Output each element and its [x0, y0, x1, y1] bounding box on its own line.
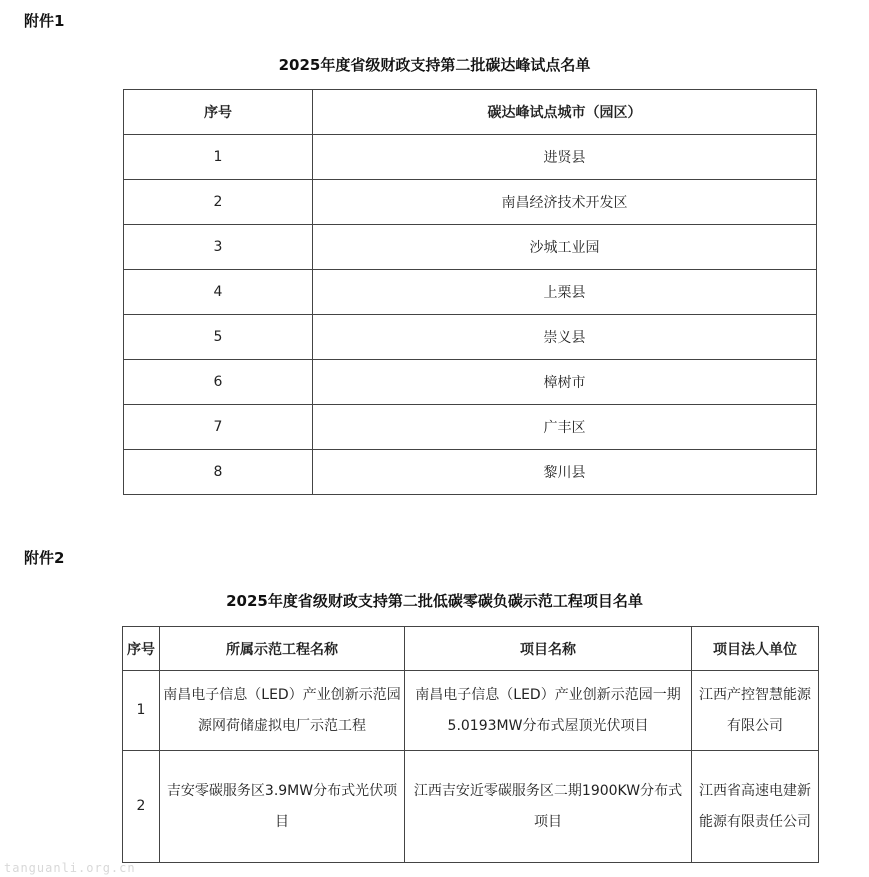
table-row — [124, 225, 817, 270]
row-index: 4 — [124, 270, 313, 315]
table-2-title: 2025年度省级财政支持第二批低碳零碳负碳示范工程项目名单 — [226, 592, 643, 610]
table-row — [123, 671, 819, 751]
row-legal-entity: 江西产控智慧能源有限公司 — [692, 671, 819, 751]
row-pilot-city: 南昌经济技术开发区 — [313, 180, 817, 225]
row-project-name: 南昌电子信息（LED）产业创新示范园一期5.0193MW分布式屋顶光伏项目 — [405, 671, 692, 751]
table-row — [124, 135, 817, 180]
header-demo-project: 所属示范工程名称 — [160, 627, 405, 671]
row-pilot-city: 黎川县 — [313, 450, 817, 495]
table-row — [123, 751, 819, 863]
row-index: 7 — [124, 405, 313, 450]
row-index: 3 — [124, 225, 313, 270]
header-index: 序号 — [124, 90, 313, 135]
row-index: 2 — [124, 180, 313, 225]
row-pilot-city: 广丰区 — [313, 405, 817, 450]
row-index: 6 — [124, 360, 313, 405]
row-index: 1 — [123, 671, 160, 751]
row-demo-project: 吉安零碳服务区3.9MW分布式光伏项目 — [160, 751, 405, 863]
row-pilot-city: 进贤县 — [313, 135, 817, 180]
table-1-title: 2025年度省级财政支持第二批碳达峰试点名单 — [278, 56, 591, 74]
header-project-name: 项目名称 — [405, 627, 692, 671]
carbon-peak-pilot-table — [123, 89, 817, 495]
demo-project-table — [122, 626, 819, 863]
row-project-name: 江西吉安近零碳服务区二期1900KW分布式项目 — [405, 751, 692, 863]
row-pilot-city: 沙城工业园 — [313, 225, 817, 270]
attachment-2-label: 附件2 — [24, 549, 65, 567]
row-index: 1 — [124, 135, 313, 180]
row-legal-entity: 江西省高速电建新能源有限责任公司 — [692, 751, 819, 863]
row-pilot-city: 崇义县 — [313, 315, 817, 360]
header-pilot-city: 碳达峰试点城市（园区） — [313, 90, 817, 135]
table-row — [124, 450, 817, 495]
table-row — [124, 180, 817, 225]
table-row — [124, 405, 817, 450]
row-index: 2 — [123, 751, 160, 863]
row-pilot-city: 樟树市 — [313, 360, 817, 405]
row-pilot-city: 上栗县 — [313, 270, 817, 315]
row-index: 8 — [124, 450, 313, 495]
watermark-text: tanguanli.org.cn — [4, 861, 136, 875]
header-legal-entity: 项目法人单位 — [692, 627, 819, 671]
table-row — [124, 315, 817, 360]
attachment-1-label: 附件1 — [24, 12, 65, 30]
row-demo-project: 南昌电子信息（LED）产业创新示范园源网荷储虚拟电厂示范工程 — [160, 671, 405, 751]
header-index: 序号 — [123, 627, 160, 671]
table-header-row — [124, 90, 817, 135]
row-index: 5 — [124, 315, 313, 360]
table-row — [124, 360, 817, 405]
table-row — [124, 270, 817, 315]
table-header-row — [123, 627, 819, 671]
